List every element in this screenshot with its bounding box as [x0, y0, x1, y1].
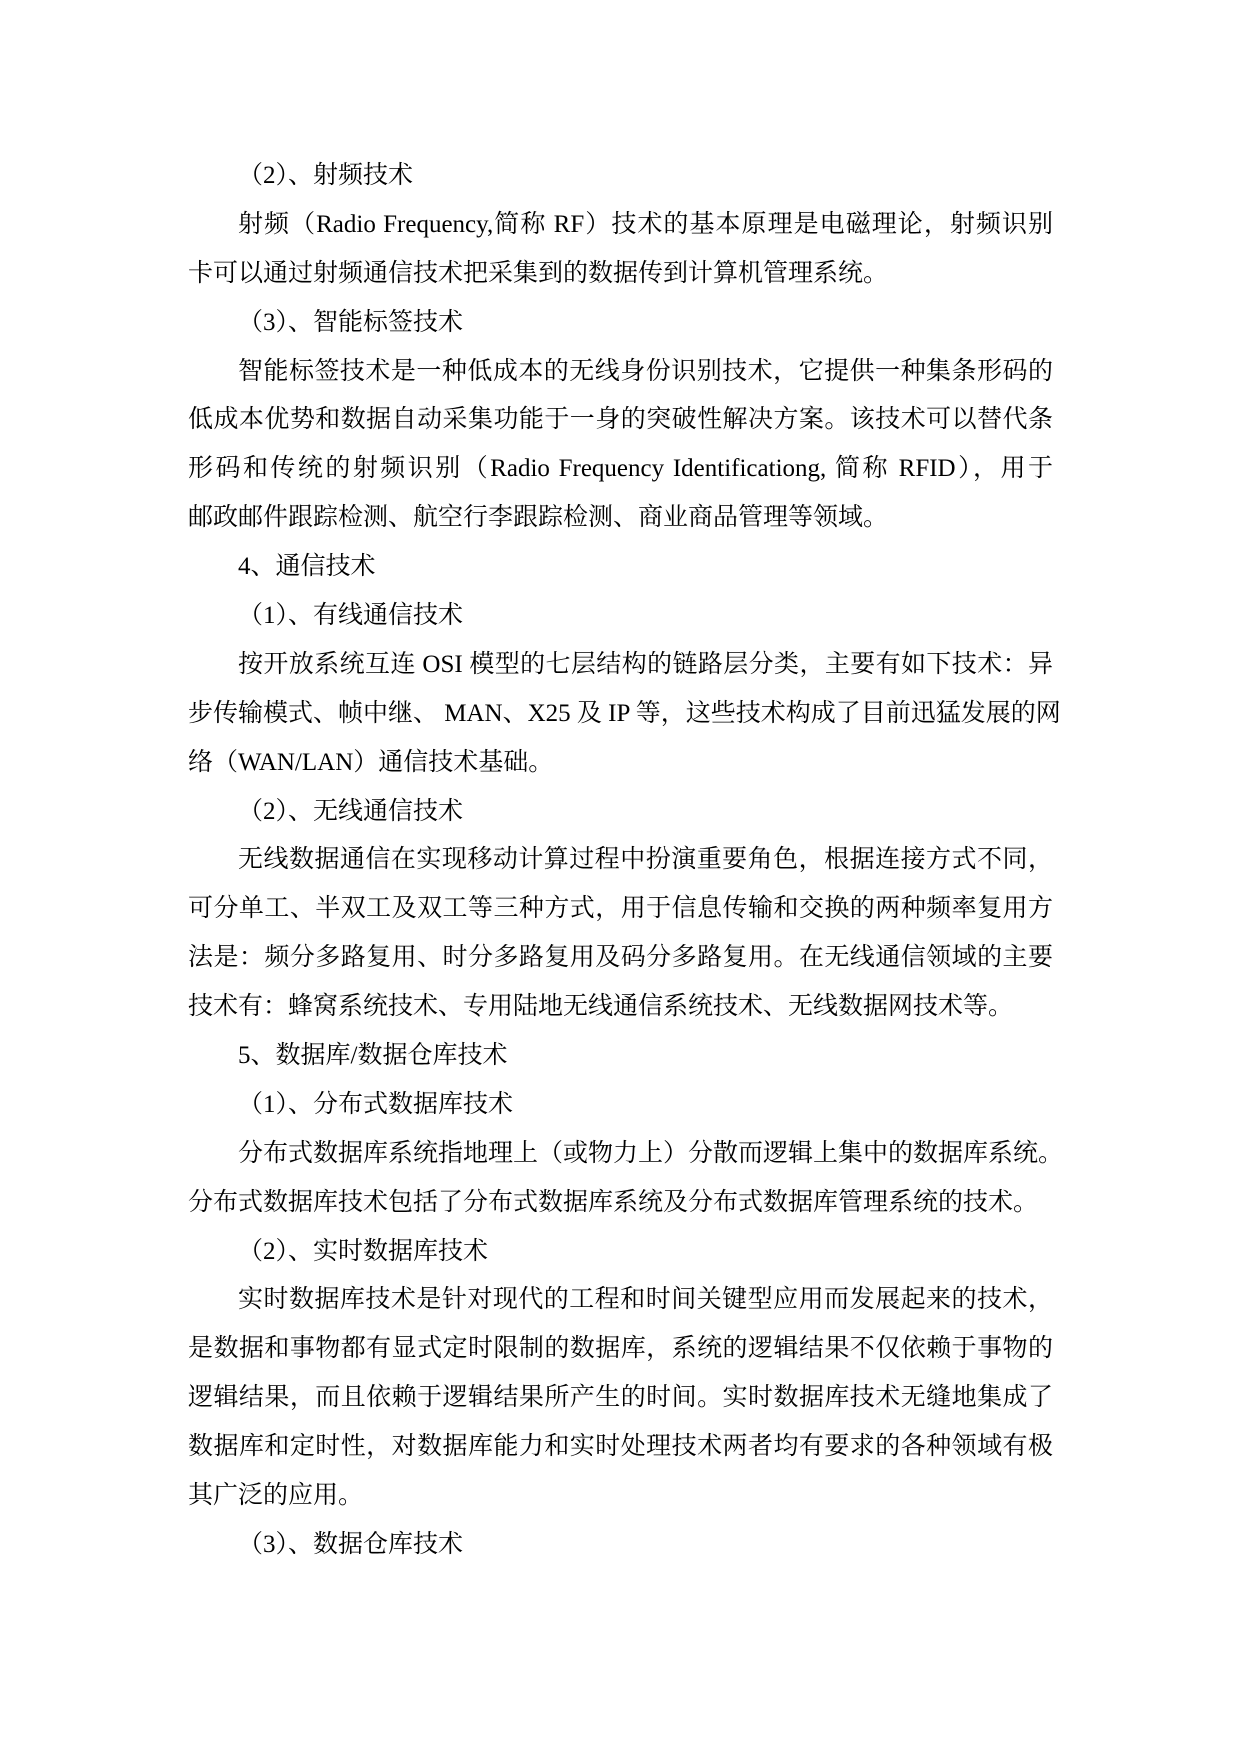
paragraph	[188, 1130, 1064, 1228]
paragraph	[188, 201, 1053, 299]
paragraph-line: 逻辑结果，而且依赖于逻辑结果所产生的时间。实时数据库技术无缝地集成了	[188, 1384, 1053, 1412]
paragraph-line: 法是：频分多路复用、时分多路复用及码分多路复用。在无线通信领域的主要	[188, 944, 1053, 972]
subsection-heading: （3）、智能标签技术	[238, 308, 464, 336]
paragraph-line: 络（WAN/LAN）通信技术基础。	[188, 748, 554, 776]
paragraph	[188, 836, 1053, 1032]
subsection-heading: （1）、分布式数据库技术	[238, 1090, 514, 1118]
paragraph	[188, 1276, 1053, 1520]
paragraph-line: 低成本优势和数据自动采集功能于一身的突破性解决方案。该技术可以替代条	[188, 406, 1053, 434]
paragraph-line: 其广泛的应用。	[188, 1482, 364, 1510]
paragraph	[188, 348, 1053, 544]
paragraph-line: 智能标签技术是一种低成本的无线身份识别技术，它提供一种集条形码的	[238, 357, 1053, 385]
paragraph-line: 可分单工、半双工及双工等三种方式，用于信息传输和交换的两种频率复用方	[188, 895, 1053, 923]
subsection-heading: （3）、数据仓库技术	[238, 1530, 464, 1558]
paragraph-line: 分布式数据库技术包括了分布式数据库系统及分布式数据库管理系统的技术。	[188, 1188, 1039, 1216]
paragraph-line: 数据库和定时性，对数据库能力和实时处理技术两者均有要求的各种领域有极	[188, 1433, 1053, 1461]
subsection-heading: （2）、无线通信技术	[238, 797, 464, 825]
section-heading: 4、通信技术	[238, 553, 376, 581]
paragraph-line: 是数据和事物都有显式定时限制的数据库，系统的逻辑结果不仅依赖于事物的	[188, 1335, 1053, 1363]
paragraph-line: 技术有：蜂窝系统技术、专用陆地无线通信系统技术、无线数据网技术等。	[188, 993, 1014, 1021]
paragraph-line: 无线数据通信在实现移动计算过程中扮演重要角色，根据连接方式不同，	[238, 846, 1053, 874]
subsection-heading: （2）、实时数据库技术	[238, 1237, 489, 1265]
subsection-heading: （1）、有线通信技术	[238, 602, 464, 630]
paragraph-line: 卡可以通过射频通信技术把采集到的数据传到计算机管理系统。	[188, 259, 889, 287]
paragraph-line: 实时数据库技术是针对现代的工程和时间关键型应用而发展起来的技术，	[238, 1286, 1053, 1314]
section-heading: 5、数据库/数据仓库技术	[238, 1042, 508, 1070]
document-body	[188, 152, 1064, 1570]
paragraph	[188, 641, 1061, 788]
subsection-heading: （2）、射频技术	[238, 162, 414, 189]
paragraph-line: 邮政邮件跟踪检测、航空行李跟踪检测、商业商品管理等领域。	[188, 504, 889, 532]
paragraph-line: 按开放系统互连 OSI 模型的七层结构的链路层分类，主要有如下技术：异	[238, 650, 1053, 678]
paragraph-line: 步传输模式、帧中继、 MAN、X25 及 IP 等，这些技术构成了目前迅猛发展的网	[188, 699, 1061, 727]
paragraph-line: 形码和传统的射频识别（Radio Frequency Identificationg, 简称 RFID），用于	[188, 455, 1053, 483]
paragraph-line: 射频（Radio Frequency,简称 RF）技术的基本原理是电磁理论，射频识别	[238, 210, 1053, 238]
paragraph-line: 分布式数据库系统指地理上（或物力上）分散而逻辑上集中的数据库系统。	[238, 1139, 1064, 1167]
